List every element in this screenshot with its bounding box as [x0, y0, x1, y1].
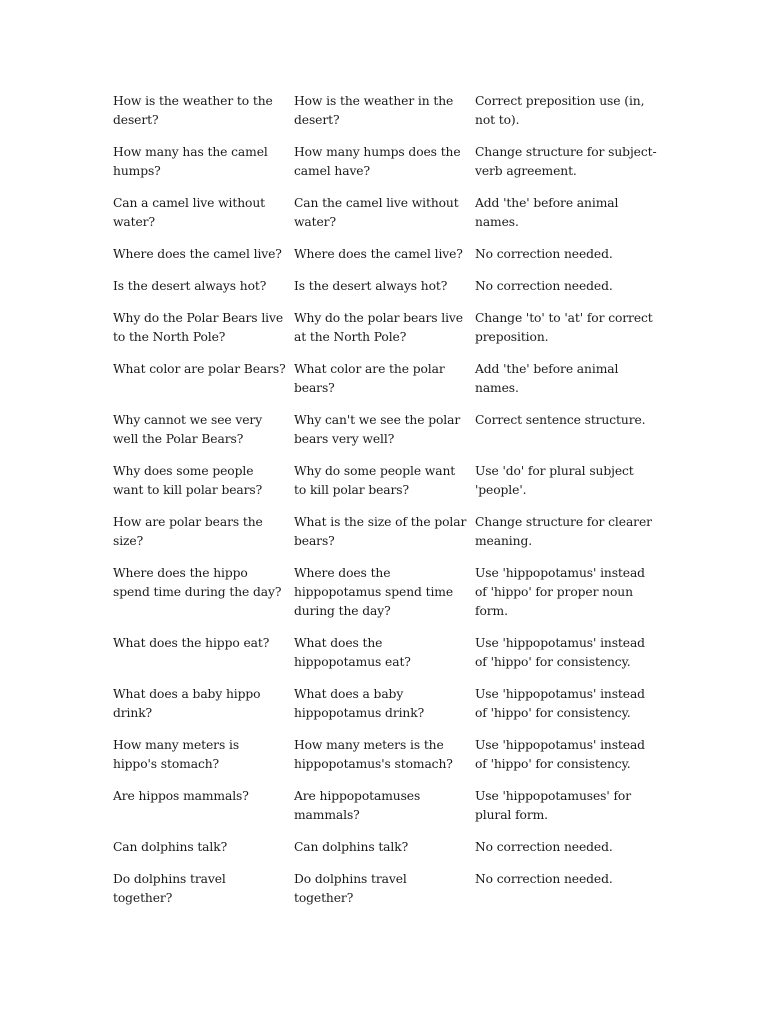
correction-note: Use 'hippopotamus' instead of 'hippo' for consistency.	[475, 687, 645, 721]
original-question: What does the hippo eat?	[113, 636, 270, 650]
table-row	[113, 685, 658, 736]
corrected-question: What color are the polar bears?	[294, 362, 445, 396]
corrected-question: Where does the camel live?	[294, 247, 463, 261]
original-question: Is the desert always hot?	[113, 279, 267, 293]
original-question: Why does some people want to kill polar bears?	[113, 464, 263, 498]
corrected-question: Why do some people want to kill polar bears?	[294, 464, 456, 498]
table-row	[113, 360, 658, 411]
corrected-question: Is the desert always hot?	[294, 279, 448, 293]
table-row	[113, 736, 658, 787]
correction-note: No correction needed.	[475, 872, 613, 886]
correction-note: Use 'hippopotamuses' for plural form.	[475, 789, 631, 823]
original-question: Can dolphins talk?	[113, 840, 228, 854]
original-question: How many meters is hippo's stomach?	[113, 738, 240, 772]
original-question: What does a baby hippo drink?	[113, 687, 261, 721]
original-question: Where does the hippo spend time during the day?	[113, 566, 282, 600]
corrected-question: What is the size of the polar bears?	[294, 515, 467, 549]
correction-note: Use 'hippopotamus' instead of 'hippo' for consistency.	[475, 738, 645, 772]
table-row	[113, 870, 658, 921]
corrected-question: How is the weather in the desert?	[294, 94, 454, 128]
table-row	[113, 194, 658, 245]
correction-note: Add 'the' before animal names.	[475, 196, 619, 230]
original-question: Why cannot we see very well the Polar Bears?	[113, 413, 263, 447]
corrected-question: Where does the hippopotamus spend time during the day?	[294, 566, 454, 619]
table-row	[113, 462, 658, 513]
corrected-question: Why do the polar bears live at the North Pole?	[294, 311, 463, 345]
correction-note: Add 'the' before animal names.	[475, 362, 619, 396]
corrected-question: How many meters is the hippopotamus's stomach?	[294, 738, 453, 772]
correction-note: Correct preposition use (in, not to).	[475, 94, 645, 128]
corrected-question: What does a baby hippopotamus drink?	[294, 687, 425, 721]
table-row	[113, 143, 658, 194]
table-row	[113, 634, 658, 685]
corrected-question: Can dolphins talk?	[294, 840, 409, 854]
original-question: What color are polar Bears?	[113, 362, 286, 376]
corrected-question: Are hippopotamuses mammals?	[294, 789, 421, 823]
original-question: How are polar bears the size?	[113, 515, 263, 549]
corrected-question: How many humps does the camel have?	[294, 145, 461, 179]
original-question: How many has the camel humps?	[113, 145, 268, 179]
correction-note: No correction needed.	[475, 840, 613, 854]
table-row	[113, 513, 658, 564]
correction-note: Change 'to' to 'at' for correct preposition.	[475, 311, 653, 345]
corrected-question: Why can't we see the polar bears very well?	[294, 413, 461, 447]
original-question: Do dolphins travel together?	[113, 872, 226, 906]
correction-note: No correction needed.	[475, 247, 613, 261]
correction-note: Correct sentence structure.	[475, 413, 646, 427]
table-row	[113, 564, 658, 634]
correction-note: Use 'do' for plural subject 'people'.	[475, 464, 634, 498]
original-question: Why do the Polar Bears live to the North Pole?	[113, 311, 284, 345]
corrected-question: Can the camel live without water?	[294, 196, 459, 230]
original-question: How is the weather to the desert?	[113, 94, 273, 128]
table-row	[113, 277, 658, 309]
correction-note: Use 'hippopotamus' instead of 'hippo' for proper noun form.	[475, 566, 645, 619]
corrected-question: Do dolphins travel together?	[294, 872, 407, 906]
corrected-question: What does the hippopotamus eat?	[294, 636, 411, 670]
original-question: Can a camel live without water?	[113, 196, 265, 230]
original-question: Are hippos mammals?	[113, 789, 249, 803]
table-row	[113, 411, 658, 462]
table-row	[113, 838, 658, 870]
table-row	[113, 245, 658, 277]
correction-note: Use 'hippopotamus' instead of 'hippo' for consistency.	[475, 636, 645, 670]
correction-note: Change structure for subject-verb agreement.	[475, 145, 657, 179]
original-question: Where does the camel live?	[113, 247, 282, 261]
correction-note: No correction needed.	[475, 279, 613, 293]
table-row	[113, 787, 658, 838]
table-row	[113, 92, 658, 143]
table-row	[113, 309, 658, 360]
correction-note: Change structure for clearer meaning.	[475, 515, 652, 549]
corrections-table	[113, 92, 658, 921]
